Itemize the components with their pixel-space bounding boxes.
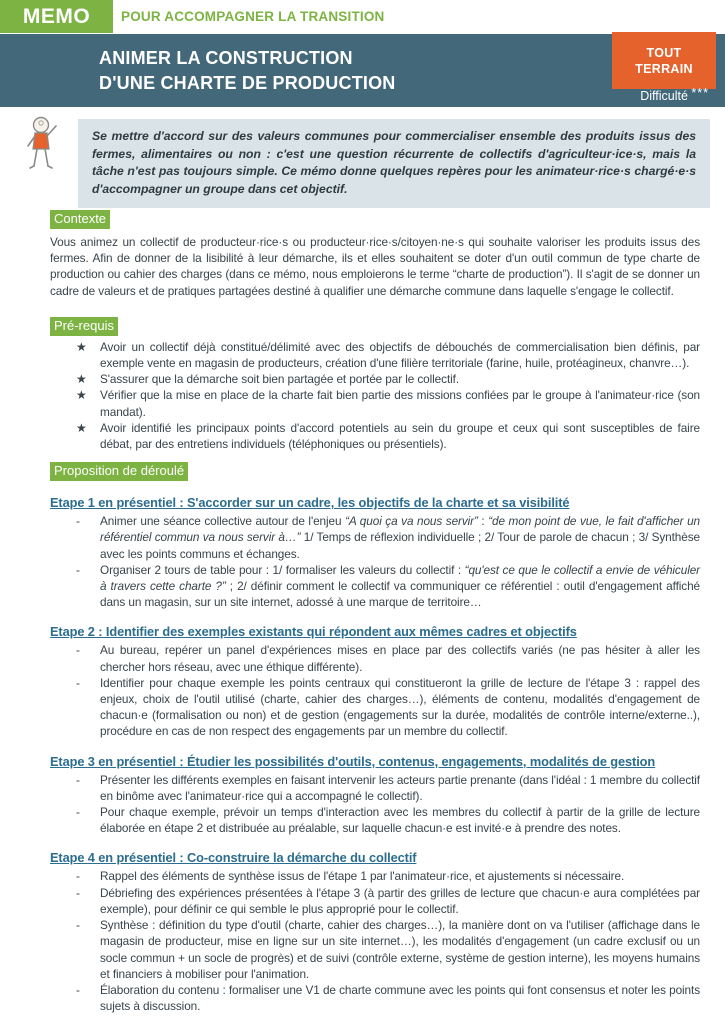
list-item: [50, 804, 700, 836]
bullet-marker: ★: [76, 388, 87, 403]
page-title-line1: ANIMER LA CONSTRUCTION: [99, 48, 353, 68]
section-label-contexte: Contexte: [50, 210, 110, 229]
list-item: [50, 513, 700, 562]
bullet-marker: -: [76, 982, 80, 997]
bullet-marker: -: [76, 918, 80, 933]
intro-text: Se mettre d'accord sur des valeurs communes pour commercialiser ensemble des produits issus des fermes, alimentaires ou non : c'est une question récurrente de collectifs d'agriculteur·ice·s, mais la tâche n'est pas toujours simple. Ce mémo donne quelques repères pour les animateur·rice·s chargé·e·s d'accompagner un groupe dans cet objectif.: [92, 129, 696, 196]
bullet-marker: -: [76, 772, 80, 787]
document-body: [50, 210, 700, 1014]
etape-list: [50, 642, 700, 739]
list-item-text: Élaboration du contenu : formaliser une V1 de charte commune avec les points qui font consensus et noter les points sujets à discussion.: [100, 982, 700, 1014]
etape-list: [50, 868, 700, 1014]
difficulty-stars: ***: [691, 86, 709, 100]
list-item: [50, 562, 700, 611]
list-item: [50, 982, 700, 1014]
bullet-marker: -: [76, 675, 80, 690]
etape-heading: Etape 3 en présentiel : Étudier les possibilités d'outils, contenus, engagements, modalités de gestion: [50, 753, 656, 769]
list-item-text: Au bureau, repérer un panel d'expériences mises en place par des collectifs variés (ne pas hésiter à aller les chercher hors réseau, avec une éthique différente).: [100, 643, 700, 674]
list-item: [50, 371, 700, 387]
bullet-marker: ★: [76, 372, 87, 387]
list-item-text: Pour chaque exemple, prévoir un temps d'interaction avec les membres du collectif à partir de la grille de lecture élaborée en étape 2 et distribuée au préalable, sur laquelle chacun·e est invité·e à prendre des notes.: [100, 805, 700, 836]
list-item: [50, 420, 700, 452]
page-title: [99, 46, 396, 96]
list-item: [50, 339, 700, 371]
bullet-marker: -: [76, 562, 80, 577]
bullet-marker: -: [76, 805, 80, 820]
bullet-marker: -: [76, 514, 80, 529]
etape-heading: Etape 1 en présentiel : S'accorder sur un cadre, les objectifs de la charte et sa visibilité: [50, 495, 570, 511]
list-item: [50, 917, 700, 982]
list-item-text: S'assurer que la démarche soit bien partagée et portée par le collectif.: [100, 372, 459, 387]
difficulty-label: Difficulté: [640, 89, 688, 103]
prerequisites-list: [50, 339, 700, 452]
etape-heading: Etape 2 : Identifier des exemples existants qui répondent aux mêmes cadres et objectifs: [50, 624, 577, 640]
badge-line1: TOUT: [646, 45, 682, 60]
procedure-steps: [50, 495, 700, 1014]
bullet-marker: -: [76, 885, 80, 900]
bullet-marker: ★: [76, 420, 87, 435]
list-item-text: Organiser 2 tours de table pour : 1/ formaliser les valeurs du collectif : “qu'est ce que le collectif a envie de véhiculer à travers cette charte ?” ; 2/ définir comment le collectif va communiquer ce référentiel : outil d'engagement affiché dans un magasin, sur un site internet, adossé à une marque de territoire…: [100, 562, 701, 610]
list-item-text: Rappel des éléments de synthèse issus de l'étape 1 par l'animateur·rice, et ajustements si nécessaire.: [100, 869, 625, 884]
list-item-text: Identifier pour chaque exemple les points centraux qui constitueront la grille de lecture de l'étape 3 : rappel des enjeux, choix de l'outil utilisé (charte, cahier des charges…), éléments de contenu, modalités d'engagement de chacun·e (formalisation ou non) et de gestion (engagements sur la durée, modalités de contrôle interne/externe..), procédure en cas de non respect des engagements par un membre du collectif.: [100, 675, 700, 739]
list-item-text: Avoir un collectif déjà constitué/délimité avec des objectifs de débouchés de commercialisation bien définis, par exemple vente en magasin de producteurs, création d'une filière territoriale (farine, huile, protéagineux, chanvre…).: [100, 339, 700, 371]
list-item-text: Avoir identifié les principaux points d'accord potentiels au sein du groupe et ceux qui sont susceptibles de faire débat, par des entretiens individuels (téléphoniques ou présentiels).: [100, 420, 700, 452]
header-tagline: POUR ACCOMPAGNER LA TRANSITION: [121, 9, 385, 24]
list-item: [50, 772, 700, 804]
list-item-text: Présenter les différents exemples en faisant intervenir les acteurs partie prenante (dans l'idéal : 1 membre du collectif en binôme avec l'animateur·rice qui a accompagné le collectif).: [100, 772, 700, 803]
page-title-line2: D'UNE CHARTE DE PRODUCTION: [99, 73, 396, 93]
bullet-marker: ★: [76, 339, 87, 354]
difficulty-rating: [640, 86, 709, 103]
list-item-text: Débriefing des expériences présentées à l'étape 3 (à partir des grilles de lecture que chacun·e aura complétées par exemple), pour définir ce qui semble le plus approprié pour le collectif.: [100, 885, 700, 916]
list-item: [50, 642, 700, 674]
etape-list: [50, 772, 700, 837]
badge-line2: TERRAIN: [635, 61, 693, 76]
section-label-deroule: Proposition de déroulé: [50, 462, 188, 481]
list-item: [50, 675, 700, 740]
intro-box: [78, 119, 710, 208]
list-item-text: Vérifier que la mise en place de la charte fait bien partie des missions confiées par le groupe à l'animateur·rice (son mandat).: [100, 388, 700, 419]
tout-terrain-badge: [612, 32, 716, 89]
list-item: [50, 868, 700, 884]
memo-logo: MEMO: [0, 0, 113, 33]
mascot-person-icon: [20, 116, 62, 174]
list-item-text: Synthèse : définition du type d'outil (charte, cahier des charges…), la manière dont on va l'utiliser (affichage dans le magasin de producteur, mise en ligne sur un site internet…), les modalités d'engagement (un cadre exclusif ou un socle commun + un socle de progrès) et de suivi (contrôle externe, système de gestion interne), les moyens humains et financiers à mobiliser pour l'animation.: [100, 918, 700, 981]
section-label-prerequis: Pré-requis: [50, 317, 118, 336]
bullet-marker: -: [76, 643, 80, 658]
list-item: [50, 387, 700, 419]
etape-heading: Etape 4 en présentiel : Co-construire la démarche du collectif: [50, 850, 417, 866]
context-paragraph: Vous animez un collectif de producteur·rice·s ou producteur·rice·s/citoyen·ne·s qui souhaite valoriser les produits issus des fermes. Afin de donner de la lisibilité à leur démarche, ils et elles souhaitent se doter d'un outil commun de type charte de production ou cahier des charges (dans ce mémo, nous emploierons le terme “charte de production”). Il s'agit de se donner un cadre de valeurs et de pratiques partagées destiné à qualifier une démarche commune dans laquelle s'engage le collectif.: [50, 235, 700, 298]
list-item: [50, 885, 700, 917]
list-item-text: Animer une séance collective autour de l'enjeu “A quoi ça va nous servir” : “de mon point de vue, le fait d'afficher un référentiel commun va nous servir à…” 1/ Temps de réflexion individuelle ; 2/ Tour de parole de chacun ; 3/ Synthèse avec les points communs et échanges.: [100, 514, 700, 561]
bullet-marker: -: [76, 869, 80, 884]
etape-list: [50, 513, 700, 610]
